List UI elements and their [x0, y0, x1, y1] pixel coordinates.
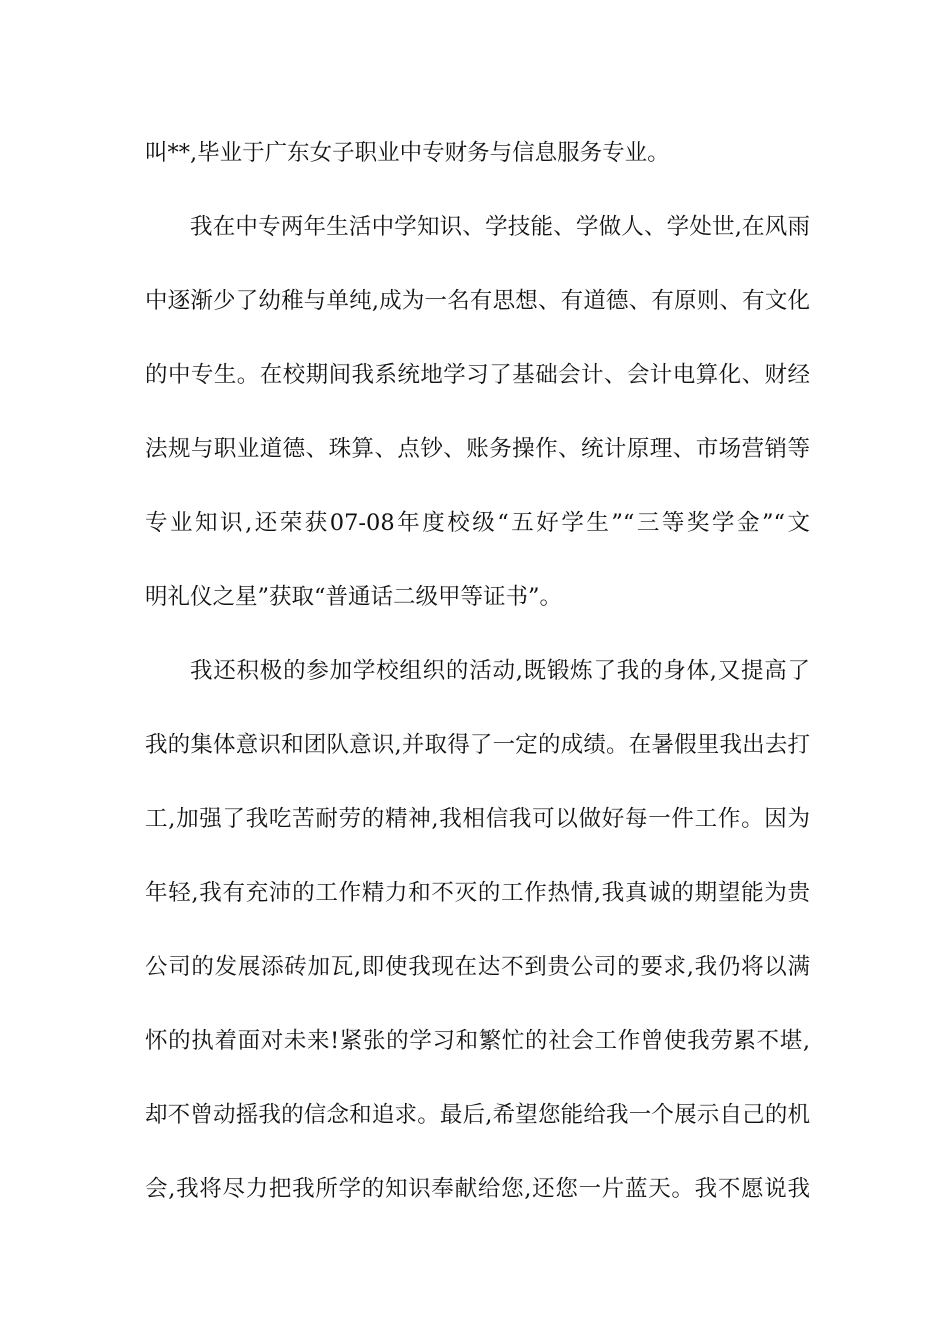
- text-line: 工,加强了我吃苦耐劳的精神,我相信我可以做好每一件工作。因为: [145, 806, 810, 832]
- text-line: 我的集体意识和团队意识,并取得了一定的成绩。在暑假里我出去打: [145, 732, 810, 758]
- document-body: [145, 133, 810, 1243]
- text-line: 专业知识,还荣获07-08年度校级“五好学生”“三等奖学金”“文: [145, 510, 810, 536]
- text-line: 叫**,毕业于广东女子职业中专财务与信息服务专业。: [145, 140, 670, 166]
- text-line: 怀的执着面对未来!紧张的学习和繁忙的社会工作曾使我劳累不堪,: [145, 1028, 810, 1054]
- text-line: 会,我将尽力把我所学的知识奉献给您,还您一片蓝天。我不愿说我: [145, 1176, 810, 1202]
- text-line: 年轻,我有充沛的工作精力和不灭的工作热情,我真诚的期望能为贵: [145, 880, 810, 906]
- text-line: 公司的发展添砖加瓦,即使我现在达不到贵公司的要求,我仍将以满: [145, 954, 810, 980]
- text-line: 的中专生。在校期间我系统地学习了基础会计、会计电算化、财经: [145, 362, 810, 388]
- text-line: 我在中专两年生活中学知识、学技能、学做人、学处世,在风雨: [190, 214, 810, 240]
- text-line: 明礼仪之星”获取“普通话二级甲等证书”。: [145, 584, 563, 610]
- text-line: 我还积极的参加学校组织的活动,既锻炼了我的身体,又提高了: [190, 658, 810, 684]
- text-line: 却不曾动摇我的信念和追求。最后,希望您能给我一个展示自己的机: [145, 1102, 810, 1128]
- text-line: 法规与职业道德、珠算、点钞、账务操作、统计原理、市场营销等: [145, 436, 810, 462]
- text-line: 中逐渐少了幼稚与单纯,成为一名有思想、有道德、有原则、有文化: [145, 288, 810, 314]
